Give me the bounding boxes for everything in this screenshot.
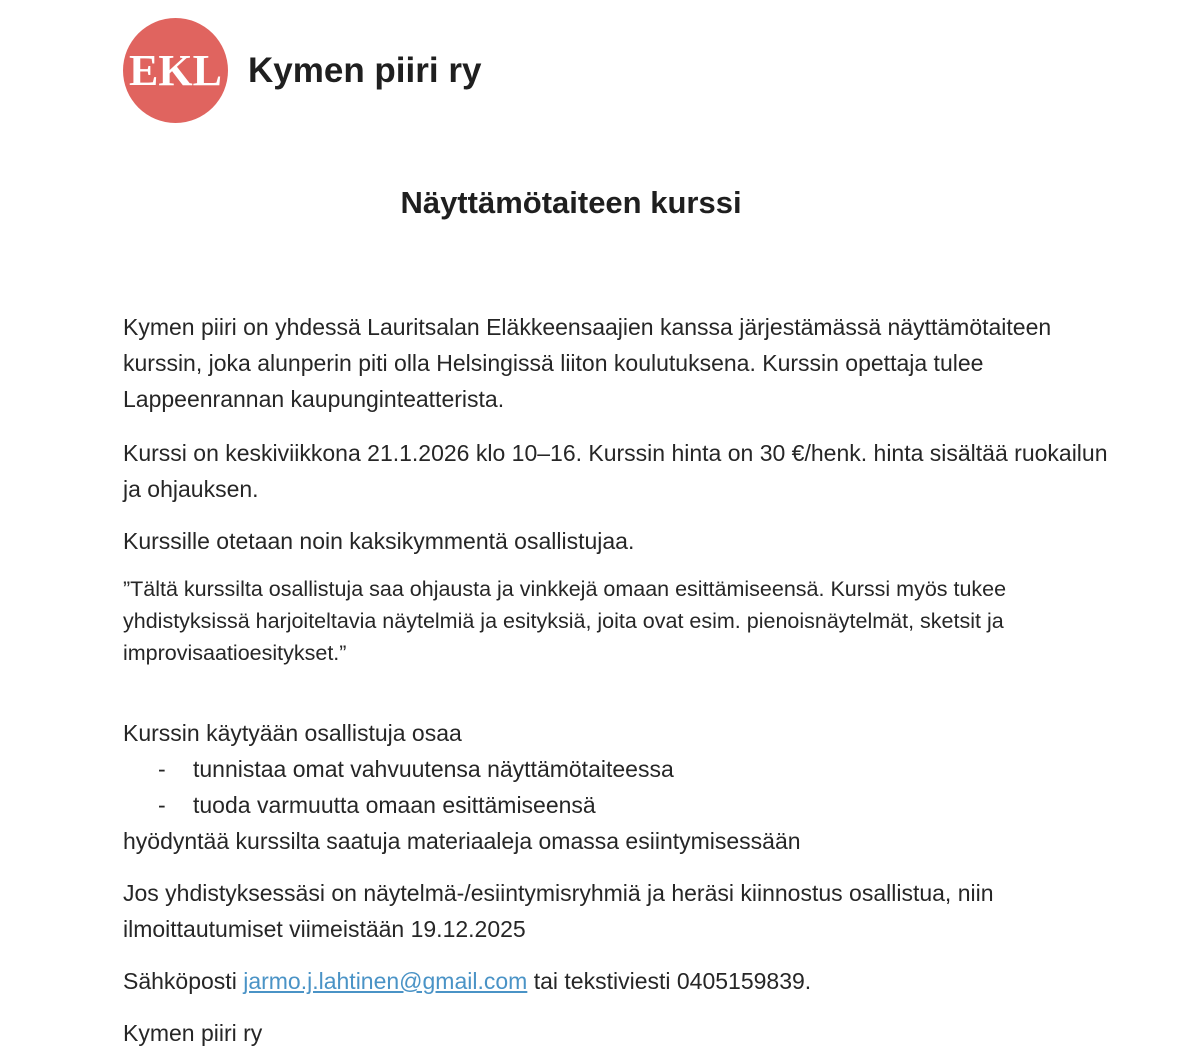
signature: Kymen piiri ry bbox=[123, 1020, 263, 1046]
quote-paragraph: ”Tältä kurssilta osallistuja saa ohjausta ja vinkkejä omaan esittämiseensä. Kurssi myös tukee yhdistyksissä harjoiteltavia näytelmiä ja esityksiä, joita ovat esim. pienoisnäytelmät, sketsit ja improvisaatioesitykset.” bbox=[123, 577, 1007, 665]
signup-paragraph: Jos yhdistyksessäsi on näytelmä-/esiintymisryhmiä ja heräsi kiinnostus osallistua, niin ilmoittautumiset viimeistään 19.12.2025 bbox=[123, 880, 994, 942]
contact-prefix: Sähköposti bbox=[123, 968, 244, 994]
ekl-logo bbox=[123, 18, 228, 123]
list-item bbox=[123, 751, 1123, 787]
list-item bbox=[123, 787, 1123, 823]
header bbox=[123, 18, 481, 123]
org-name: Kymen piiri ry bbox=[248, 50, 482, 90]
capacity-paragraph: Kurssille otetaan noin kaksikymmentä osallistujaa. bbox=[123, 528, 635, 554]
list-item-text: tuoda varmuutta omaan esittämiseensä bbox=[193, 792, 596, 818]
document-body bbox=[123, 309, 1123, 1051]
outcomes-list bbox=[123, 751, 1123, 823]
contact-suffix: tai tekstiviesti 0405159839. bbox=[527, 968, 812, 994]
schedule-paragraph: Kurssi on keskiviikkona 21.1.2026 klo 10–16. Kurssin hinta on 30 €/henk. hinta sisältää ruokailun ja ohjauksen. bbox=[123, 440, 1108, 502]
document-title: Näyttämötaiteen kurssi bbox=[400, 185, 742, 220]
email-link[interactable]: jarmo.j.lahtinen@gmail.com bbox=[243, 968, 528, 994]
intro-paragraph: Kymen piiri on yhdessä Lauritsalan Eläkkeensaajien kanssa järjestämässä näyttämötaiteen kurssin, joka alunperin piti olla Helsingissä liiton koulutuksena. Kurssin opettaja tulee Lappeenrannan kaupunginteatterista. bbox=[123, 314, 1052, 412]
list-item-text: tunnistaa omat vahvuutensa näyttämötaiteessa bbox=[193, 756, 674, 782]
dash-bullet: - bbox=[158, 792, 166, 818]
outcome-extra: hyödyntää kurssilta saatuja materiaaleja omassa esiintymisessään bbox=[123, 828, 801, 854]
contact-paragraph bbox=[123, 963, 1123, 999]
dash-bullet: - bbox=[158, 756, 166, 782]
outcomes-heading: Kurssin käytyään osallistuja osaa bbox=[123, 720, 462, 746]
logo-text: EKL bbox=[129, 46, 222, 95]
